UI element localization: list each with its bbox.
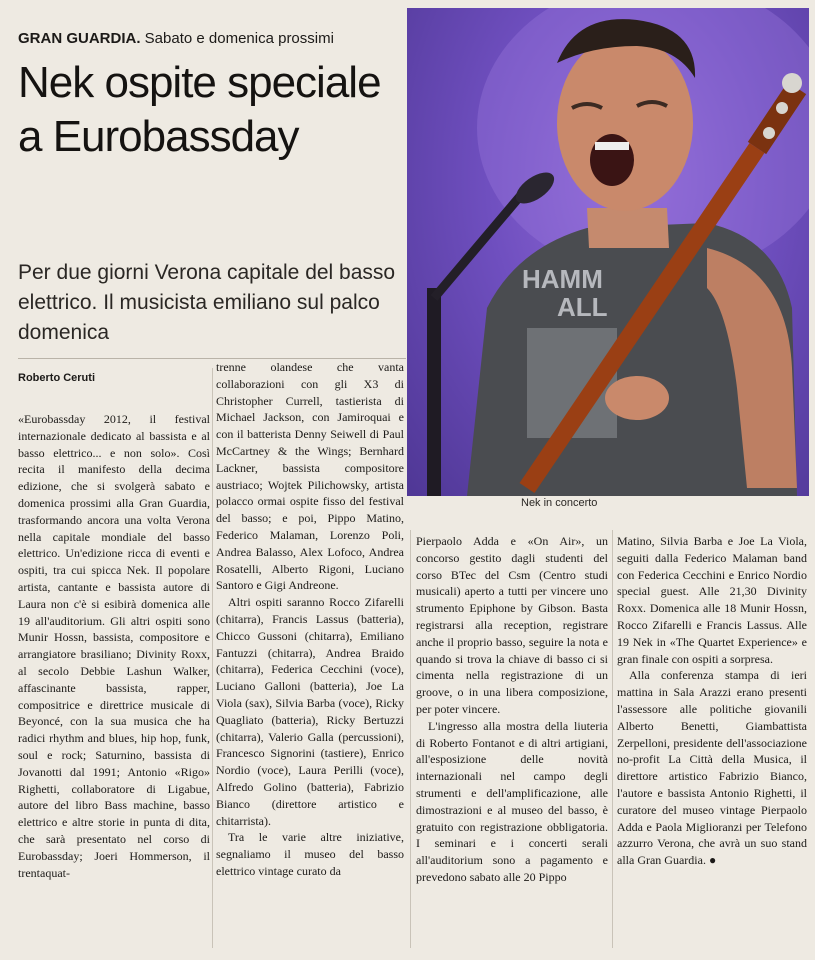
article-paragraph: Alla conferenza stampa di ieri mattina in Sala Arazzi erano presenti l'assessore alle politiche giovanili Alberto Benetti, Giambattista Zerpelloni, presidente dell'associazione no-profit La Città della Musica, il direttore artistico Fabrizio Bianco, l'autore e bassista Antonio Righetti, il curatore del museo vintage Pierpaolo Adda e Paola Miglioranzi per Telefono azzurro Verona, che avrà un suo stand alla Gran Guardia. ● <box>617 668 807 868</box>
article-paragraph: Tra le varie altre iniziative, segnaliamo il museo del basso elettrico vintage curato da <box>216 830 404 878</box>
singer-bassist-illustration <box>407 8 809 496</box>
column-divider <box>212 368 213 948</box>
byline: Roberto Ceruti <box>18 372 95 384</box>
article-paragraph: trenne olandese che vanta collaborazioni con gli X3 di Christopher Currell, tastierista di Michael Jackson, con Jamiroquai e con il batterista Denny Seiwell di Paul McCartney & the Wings; Bernhard Lackner, bassista compositore austriaco; Wojtek Pilichowsky, artista polacco ormai ospite fisso del festival del basso; e poi, Pippo Matino, Federico Malaman, Lorenzo Poli, Andrea Balasso, Alex Lofoco, Andrea Rosatelli, Alberto Rigoni, Luciano Santoro e Gigi Andreone. <box>216 360 404 593</box>
kicker-section: GRAN GUARDIA. <box>18 30 141 47</box>
article-paragraph: Pierpaolo Adda e «On Air», un concorso gestito dagli studenti del corso BTec del Csm (Centro studi musicali) aperto a tutti per vincere uno strumento Epiphone by Gibson. Basta registrarsi alla reception, registrare anche il proprio basso, seguire la nota e quando si trova la chiave di basso ci si cimenta nella registrazione di un groove, o in una libera composizione, per poter vincere. <box>416 534 608 716</box>
article-column-1 <box>18 411 210 881</box>
column-divider <box>410 530 411 948</box>
subheadline: Per due giorni Verona capitale del basso elettrico. Il musicista emiliano sul palco domenica <box>18 261 396 344</box>
shirt-print-line1: HAMM <box>522 264 603 294</box>
article-column-2 <box>216 359 404 880</box>
shirt-print-line2: ALL <box>557 292 608 322</box>
concert-photo <box>407 8 809 496</box>
article-column-3 <box>416 533 608 886</box>
photo-caption: Nek in concerto <box>521 497 598 509</box>
article-paragraph: «Eurobassday 2012, il festival internazionale dedicato al bassista e al basso elettrico... e non solo». Così recita il manifesto della decima edizione, che si svolgerà sabato e domenica prossimi alla Gran Guardia, trasformando ancora una volta Verona nella capitale mondiale del basso elettrico. Un'edizione ricca di eventi e ospiti, tra cui spicca Nek. Il popolare artista, cantante e bassista autore di Laura non c'è si esibirà domenica alle 19 all'auditorium. Gli altri ospiti sono Munir Hossn, bassista, compositore e arrangiatore brasiliano; Divinity Roxx, al secolo Debbie Lashun Walker, affascinante bassista, rapper, compositrice e direttrice musicale di Beyoncé, con la sua musica che ha radici rhythm and blues, hip hop, funk, soul e rock; Saturnino, bassista di Jovanotti dal 1991; Antonio «Rigo» Righetti, collaboratore di Ligabue, autore del libro Bass machine, basso elettrico e altre storie in punta di dita, che sarà presentato nel corso di Eurobassday; Joeri Hommerson, il trentaquat- <box>18 412 210 880</box>
kicker <box>18 30 334 47</box>
article-paragraph: Matino, Silvia Barba e Joe La Viola, seguiti dalla Federico Malaman band con Federica Cecchini e Enrico Nordio special guest. Alle 21,30 Divinity Roxx. Domenica alle 18 Munir Hossn, Rocco Zifarelli e Francis Lassus. Alle 19 Nek in «The Quartet Experience» e gran finale con ospiti a sorpresa. <box>617 534 807 666</box>
article-paragraph: Altri ospiti saranno Rocco Zifarelli (chitarra), Francis Lassus (batteria), Chicco Gussoni (chitarra), Emiliano Fantuzzi (chitarra), Andrea Braido (chitarra), Federica Cecchini (voce), Luciano Galloni (batteria), Joe La Viola (sax), Silvia Barba (voce), Ricky Quagliato (batteria), Ricky Bertuzzi (chitarra), Valerio Galla (percussioni), Francesco Signorini (tastiere), Enrico Nordio (voce), Laura Perilli (voce), Alfredo Golino (batteria), Fabrizio Bianco (direttore artistico e chitarrista). <box>216 595 404 828</box>
headline: Nek ospite speciale a Eurobassday <box>18 58 381 161</box>
article-column-4 <box>617 533 807 869</box>
article-paragraph: L'ingresso alla mostra della liuteria di Roberto Fontanot e di altri artigiani, all'esposizione delle novità internazionali nel campo degli strumenti e dell'amplificazione, alle dimostrazioni e al museo del basso, è gratuito con registrazione obbligatoria. I seminari e i concerti serali all'auditorium sono a pagamento e prevedono sabato alle 20 Pippo <box>416 718 608 884</box>
kicker-tagline: Sabato e domenica prossimi <box>144 30 334 47</box>
column-divider <box>612 530 613 948</box>
